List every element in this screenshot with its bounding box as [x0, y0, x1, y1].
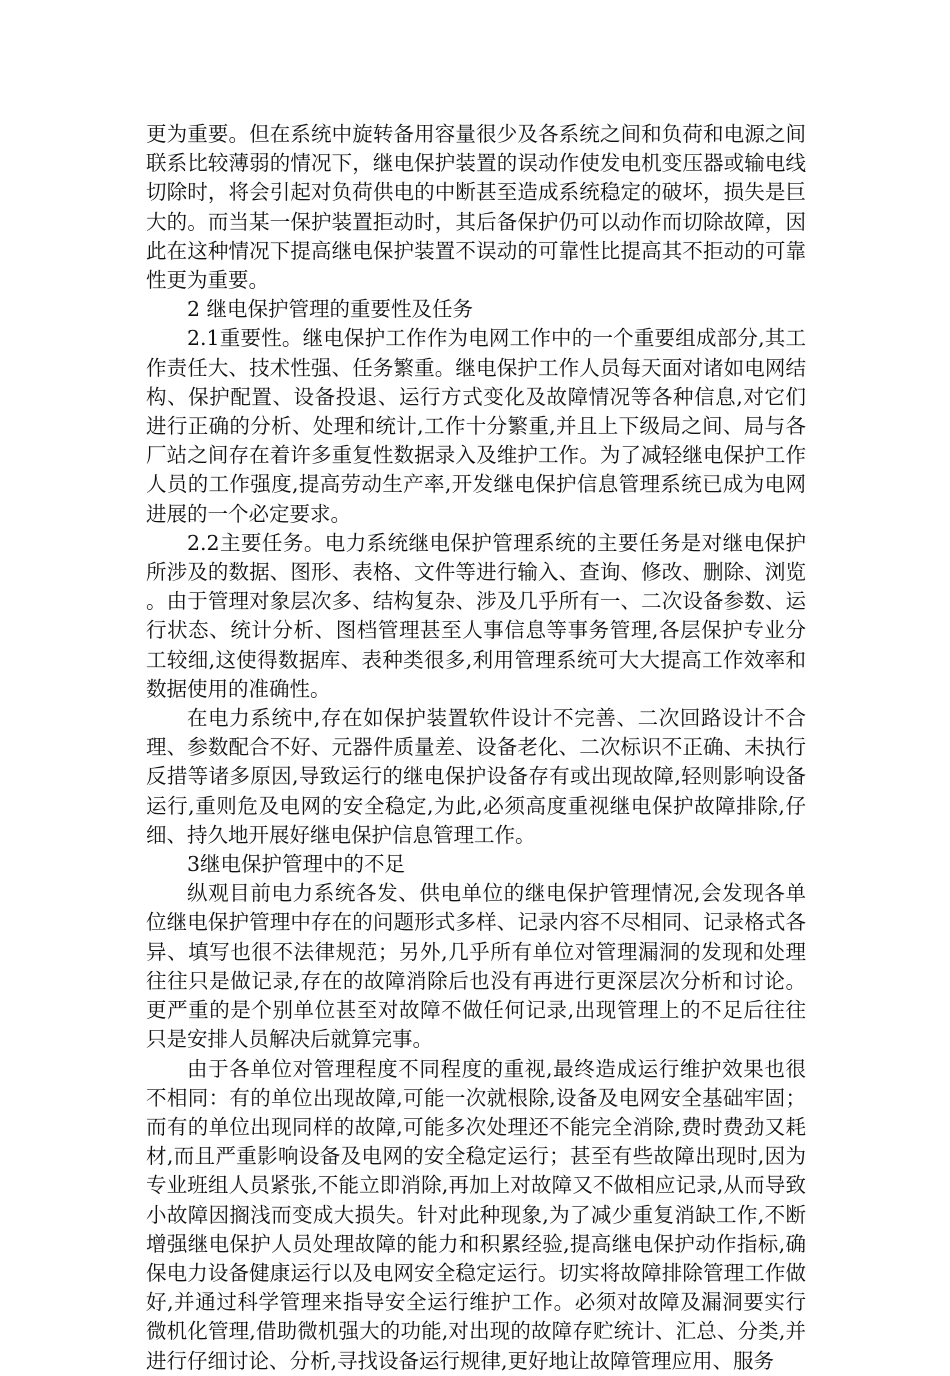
paragraph-power-system-faults: 在电力系统中,存在如保护装置软件设计不完善、二次回路设计不合理、参数配合不好、元器件质量差、设备老化、二次标识不正确、未执行反措等诸多原因,导致运行的继电保护设备存有或出现故障,轻则影响设备运行,重则危及电网的安全稳定,为此,必须高度重视继电保护故障排除,仔细、持久地开展好继电保护信息管理工作。	[146, 706, 806, 847]
paragraph-continuation: 更为重要。但在系统中旋转备用容量很少及各系统之间和负荷和电源之间联系比较薄弱的情况下，继电保护装置的误动作使发电机变压器或输电线切除时，将会引起对负荷供电的中断甚至造成系统稳定的破坏，损失是巨大的。而当某一保护装置拒动时，其后备保护仍可以动作而切除故障，因此在这种情况下提高继电保护装置不误动的可靠性比提高其不拒动的可靠性更为重要。	[146, 122, 806, 293]
section-heading-2: 2 继电保护管理的重要性及任务	[187, 297, 474, 322]
document-page	[146, 120, 806, 1376]
paragraph-maintenance-effects: 由于各单位对管理程度不同程度的重视,最终造成运行维护效果也很不相同：有的单位出现故障,可能一次就根除,设备及电网安全基础牢固；而有的单位出现同样的故障,可能多次处理还不能完全消除,费时费劲又耗材,而且严重影响设备及电网的安全稳定运行；甚至有些故障出现时,因为专业班组人员紧张,不能立即消除,再加上对故障又不做相应记录,从而导致小故障因搁浅而变成大损失。针对此种现象,为了减少重复消缺工作,不断增强继电保护人员处理故障的能力和积累经验,提高继电保护动作指标,确保电力设备健康运行以及电网安全稳定运行。切实将故障排除管理工作做好,并通过科学管理来指导安全运行维护工作。必须对故障及漏洞要实行微机化管理,借助微机强大的功能,对出现的故障存贮统计、汇总、分类,并进行仔细讨论、分析,寻找设备运行规律,更好地让故障管理应用、服务	[146, 1056, 806, 1373]
section-heading-3: 3继电保护管理中的不足	[187, 852, 406, 877]
paragraph-importance: 2.1重要性。继电保护工作作为电网工作中的一个重要组成部分,其工作责任大、技术性强、任务繁重。继电保护工作人员每天面对诸如电网结构、保护配置、设备投退、运行方式变化及故障情况等各种信息,对它们进行正确的分析、处理和统计,工作十分繁重,并且上下级局之间、局与各厂站之间存在着许多重复性数据录入及维护工作。为了减轻继电保护工作人员的工作强度,提高劳动生产率,开发继电保护信息管理系统已成为电网进展的一个必定要求。	[146, 326, 806, 526]
paragraph-management-overview: 纵观目前电力系统各发、供电单位的继电保护管理情况,会发现各单位继电保护管理中存在的问题形式多样、记录内容不尽相同、记录格式各异、填写也很不法律规范；另外,几乎所有单位对管理漏洞的发现和处理往往只是做记录,存在的故障消除后也没有再进行更深层次分析和讨论。更严重的是个别单位甚至对故障不做任何记录,出现管理上的不足后往往只是安排人员解决后就算完事。	[146, 881, 806, 1052]
paragraph-main-tasks: 2.2主要任务。电力系统继电保护管理系统的主要任务是对继电保护所涉及的数据、图形、表格、文件等进行输入、查询、修改、删除、浏览。由于管理对象层次多、结构复杂、涉及几乎所有一、二次设备参数、运行状态、统计分析、图档管理甚至人事信息等事务管理,各层保护专业分工较细,这使得数据库、表种类很多,利用管理系统可大大提高工作效率和数据使用的准确性。	[146, 530, 806, 701]
